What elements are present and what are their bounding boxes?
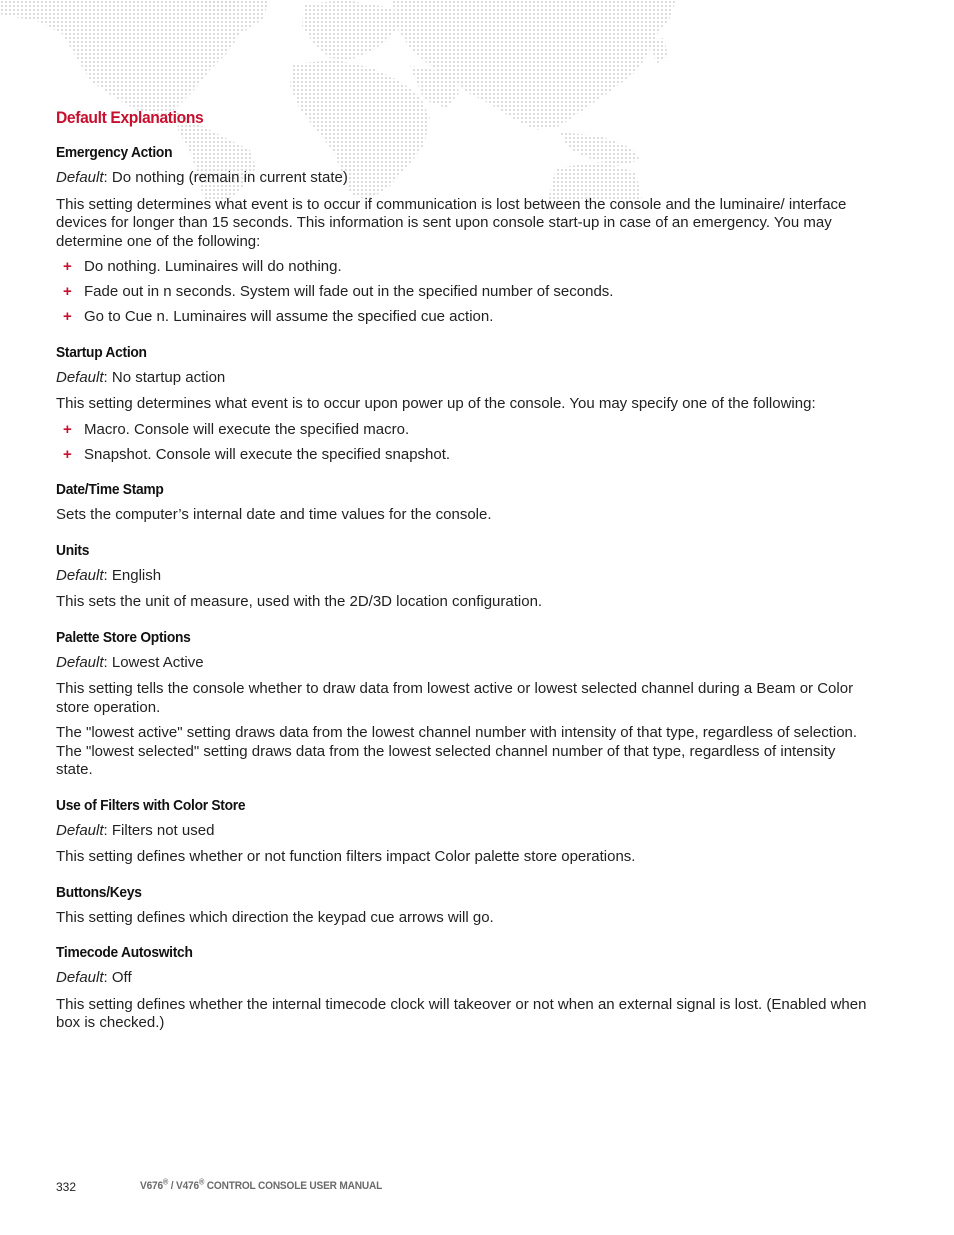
- setting-description: This setting defines whether or not function filters impact Color palette store operations.: [56, 848, 636, 865]
- option-text: Do nothing. Luminaires will do nothing.: [84, 258, 342, 275]
- setting-description: This sets the unit of measure, used with the 2D/3D location configuration.: [56, 593, 543, 610]
- model-a: V676: [140, 1180, 163, 1192]
- default-value: Filters not used: [111, 821, 215, 839]
- default-label: Default: [56, 969, 104, 986]
- setting-default: Default: Off: [56, 969, 132, 986]
- setting-description: This setting defines which direction the keypad cue arrows will go.: [56, 908, 494, 926]
- setting-description: This setting determines what event is to occur upon power up of the console. You may specify one of the following:: [56, 395, 816, 412]
- setting-title: Startup Action: [56, 343, 147, 361]
- setting-date-time-stamp: [56, 479, 876, 525]
- setting-default: Default: No startup action: [56, 368, 226, 386]
- default-value: Do nothing (remain in current state): [111, 169, 348, 186]
- page-footer: [56, 1178, 896, 1196]
- section-heading: Default Explanations: [56, 108, 204, 127]
- setting-units: [56, 540, 876, 612]
- model-separator: /: [168, 1180, 177, 1192]
- plus-bullet-icon: +: [63, 308, 72, 325]
- option-text: Macro. Console will execute the specified macro.: [84, 420, 410, 438]
- registered-mark: ®: [198, 1177, 205, 1187]
- default-label: Default: [56, 653, 104, 671]
- option-item: [56, 308, 876, 327]
- option-text: Snapshot. Console will execute the specified snapshot.: [84, 445, 451, 463]
- setting-description: This setting determines what event is to occur if communication is lost between the console and the luminaire/ interface devices for longer than 15 seconds. This information is sent upon console start-up in case of an emergency. You may determine one of the following:: [56, 195, 847, 250]
- setting-description: The "lowest active" setting draws data from the lowest channel number with intensity of that type, regardless of selection. The "lowest selected" setting draws data from the lowest selected channel number of that type, regardless of intensity state.: [56, 724, 858, 778]
- setting-palette-store-options: [56, 627, 876, 780]
- option-item: [56, 258, 876, 277]
- plus-bullet-icon: +: [63, 258, 72, 275]
- setting-title: Buttons/Keys: [56, 883, 142, 901]
- plus-bullet-icon: +: [63, 420, 72, 438]
- setting-startup-action: [56, 342, 876, 465]
- option-item: [56, 283, 876, 302]
- option-text: Go to Cue n. Luminaires will assume the specified cue action.: [84, 308, 494, 325]
- setting-description: This setting tells the console whether to draw data from lowest active or lowest selected channel during a Beam or Color store operation.: [56, 680, 854, 716]
- setting-title: Emergency Action: [56, 144, 173, 161]
- plus-bullet-icon: +: [63, 283, 72, 300]
- default-value: Off: [111, 969, 132, 986]
- setting-title: Date/Time Stamp: [56, 481, 164, 498]
- model-b: V476: [176, 1180, 199, 1192]
- setting-description: Sets the computer’s internal date and time values for the console.: [56, 506, 492, 523]
- default-value: Lowest Active: [111, 653, 204, 671]
- setting-timecode-autoswitch: [56, 942, 876, 1033]
- option-item: [56, 421, 876, 440]
- plus-bullet-icon: +: [63, 445, 72, 463]
- setting-description: This setting defines whether the internal timecode clock will takeover or not when an external signal is lost. (Enabled when box is checked.): [56, 995, 867, 1031]
- setting-title: Use of Filters with Color Store: [56, 796, 246, 814]
- setting-buttons-keys: [56, 882, 876, 928]
- setting-filters-color-store: [56, 795, 876, 867]
- setting-default: Default: Do nothing (remain in current state): [56, 169, 348, 186]
- default-label: Default: [56, 821, 104, 839]
- page-number: 332: [56, 1180, 77, 1194]
- default-label: Default: [56, 368, 104, 386]
- setting-emergency-action: [56, 142, 876, 327]
- manual-title: [140, 1177, 383, 1192]
- setting-default: Default: English: [56, 566, 162, 584]
- registered-mark: ®: [162, 1177, 169, 1187]
- manual-page-content: [56, 106, 876, 1048]
- setting-title: Units: [56, 541, 90, 559]
- setting-default: Default: Lowest Active: [56, 653, 204, 671]
- default-value: No startup action: [111, 368, 226, 386]
- manual-name: CONTROL CONSOLE USER MANUAL: [204, 1180, 383, 1192]
- setting-title: Palette Store Options: [56, 628, 191, 646]
- default-value: English: [111, 566, 162, 584]
- setting-default: Default: Filters not used: [56, 821, 215, 839]
- option-item: [56, 446, 876, 465]
- option-list: [56, 421, 876, 465]
- option-text: Fade out in n seconds. System will fade out in the specified number of seconds.: [84, 283, 614, 300]
- setting-title: Timecode Autoswitch: [56, 944, 193, 961]
- option-list: [56, 258, 876, 327]
- default-label: Default: [56, 169, 104, 186]
- default-label: Default: [56, 566, 104, 584]
